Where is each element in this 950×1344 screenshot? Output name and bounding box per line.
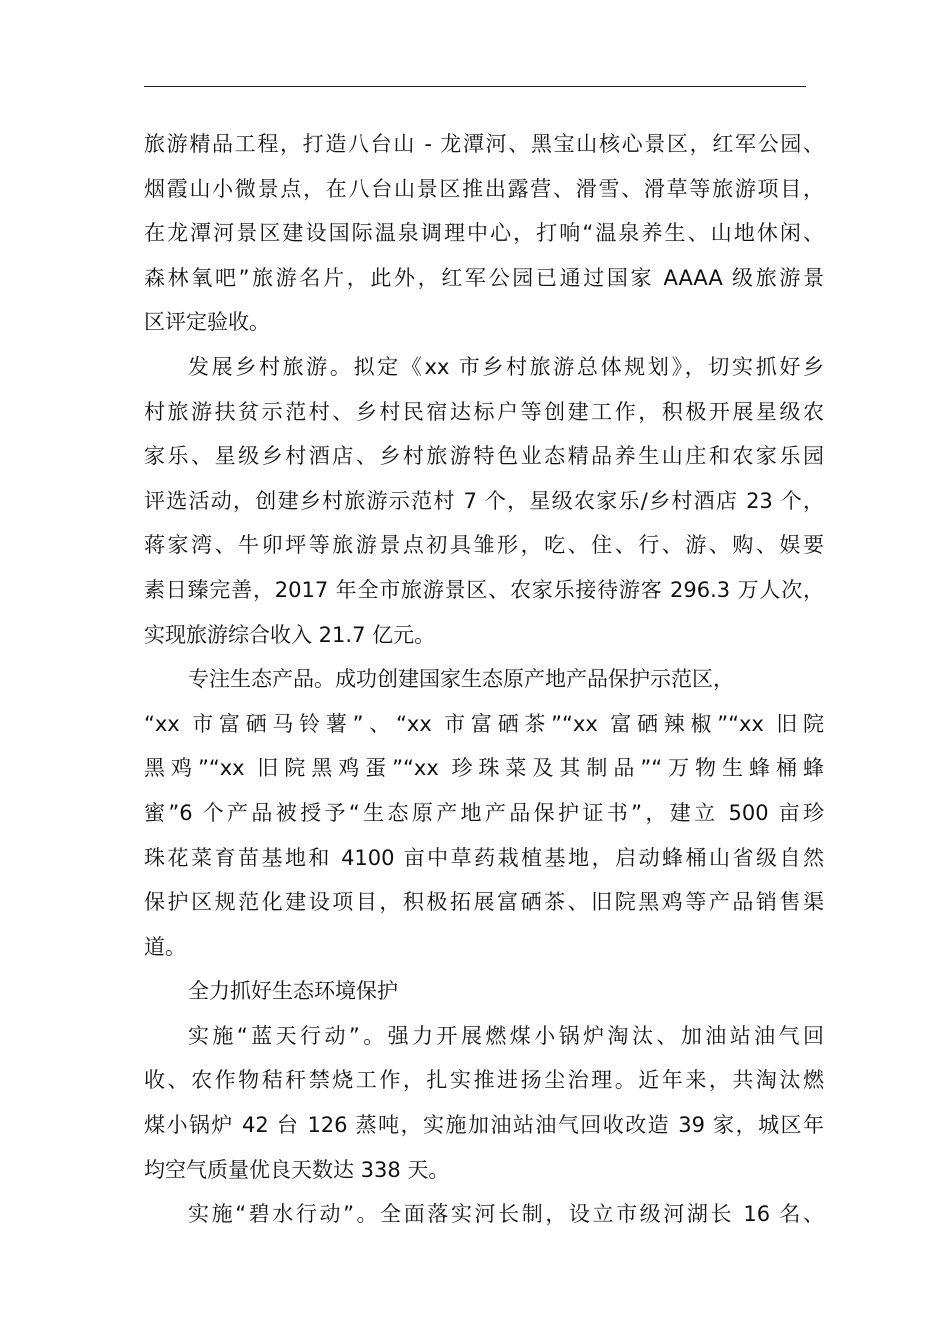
body-text bbox=[144, 122, 824, 1237]
header-rule bbox=[144, 86, 806, 87]
text-line: 珠花菜育苗基地和 4100 亩中草药栽植基地，启动蜂桶山省级自然 bbox=[144, 845, 824, 870]
text-line: 保护区规范化建设项目，积极拓展富硒茶、旧院黑鸡等产品销售渠 bbox=[144, 890, 824, 915]
text-line: 收、农作物秸秆禁烧工作，扎实推进扬尘治理。近年来，共淘汰燃 bbox=[144, 1068, 824, 1093]
text-line: 森林氧吧”旅游名片，此外，红军公园已通过国家 AAAA 级旅游景 bbox=[144, 265, 824, 290]
text-line: 村旅游扶贫示范村、乡村民宿达标户等创建工作，积极开展星级农 bbox=[144, 399, 824, 424]
text-line: 均空气质量优良天数达 338 天。 bbox=[144, 1157, 450, 1182]
text-line: 烟霞山小微景点，在八台山景区推出露营、滑雪、滑草等旅游项目， bbox=[144, 176, 824, 201]
text-line: 全力抓好生态环境保护 bbox=[188, 979, 398, 1004]
text-line: 实现旅游综合收入 21.7 亿元。 bbox=[144, 622, 436, 647]
text-line: 旅游精品工程，打造八台山 - 龙潭河、黑宝山核心景区，红军公园、 bbox=[144, 132, 824, 156]
text-line: 专注生态产品。成功创建国家生态原产地产品保护示范区， bbox=[188, 667, 734, 692]
text-line: 实施“蓝天行动”。强力开展燃煤小锅炉淘汰、加油站油气回 bbox=[188, 1023, 824, 1048]
text-line: “xx 市富硒马铃薯”、“xx 市富硒茶”“xx 富硒辣椒”“xx 旧院 bbox=[144, 711, 824, 736]
text-line: 蜜”6 个产品被授予“生态原产地产品保护证书”，建立 500 亩珍 bbox=[144, 800, 824, 825]
text-line: 蒋家湾、牛卯坪等旅游景点初具雏形，吃、住、行、游、购、娱要 bbox=[144, 533, 824, 558]
text-line: 家乐、星级乡村酒店、乡村旅游特色业态精品养生山庄和农家乐园 bbox=[144, 444, 824, 469]
text-line: 在龙潭河景区建设国际温泉调理中心，打响“温泉养生、山地休闲、 bbox=[144, 221, 824, 246]
text-line: 素日臻完善，2017 年全市旅游景区、农家乐接待游客 296.3 万人次， bbox=[144, 577, 824, 602]
text-line: 发展乡村旅游。拟定《xx 市乡村旅游总体规划》，切实抓好乡 bbox=[188, 354, 824, 379]
text-line: 区评定验收。 bbox=[144, 310, 270, 335]
text-line: 道。 bbox=[144, 934, 186, 959]
text-line: 煤小锅炉 42 台 126 蒸吨，实施加油站油气回收改造 39 家，城区年 bbox=[144, 1113, 824, 1138]
text-line: 黑鸡”“xx 旧院黑鸡蛋”“xx 珍珠菜及其制品”“万物生蜂桶蜂 bbox=[144, 756, 824, 781]
text-line: 实施“碧水行动”。全面落实河长制，设立市级河湖长 16 名、 bbox=[188, 1202, 824, 1227]
text-line: 评选活动，创建乡村旅游示范村 7 个，星级农家乐/乡村酒店 23 个， bbox=[144, 488, 824, 513]
